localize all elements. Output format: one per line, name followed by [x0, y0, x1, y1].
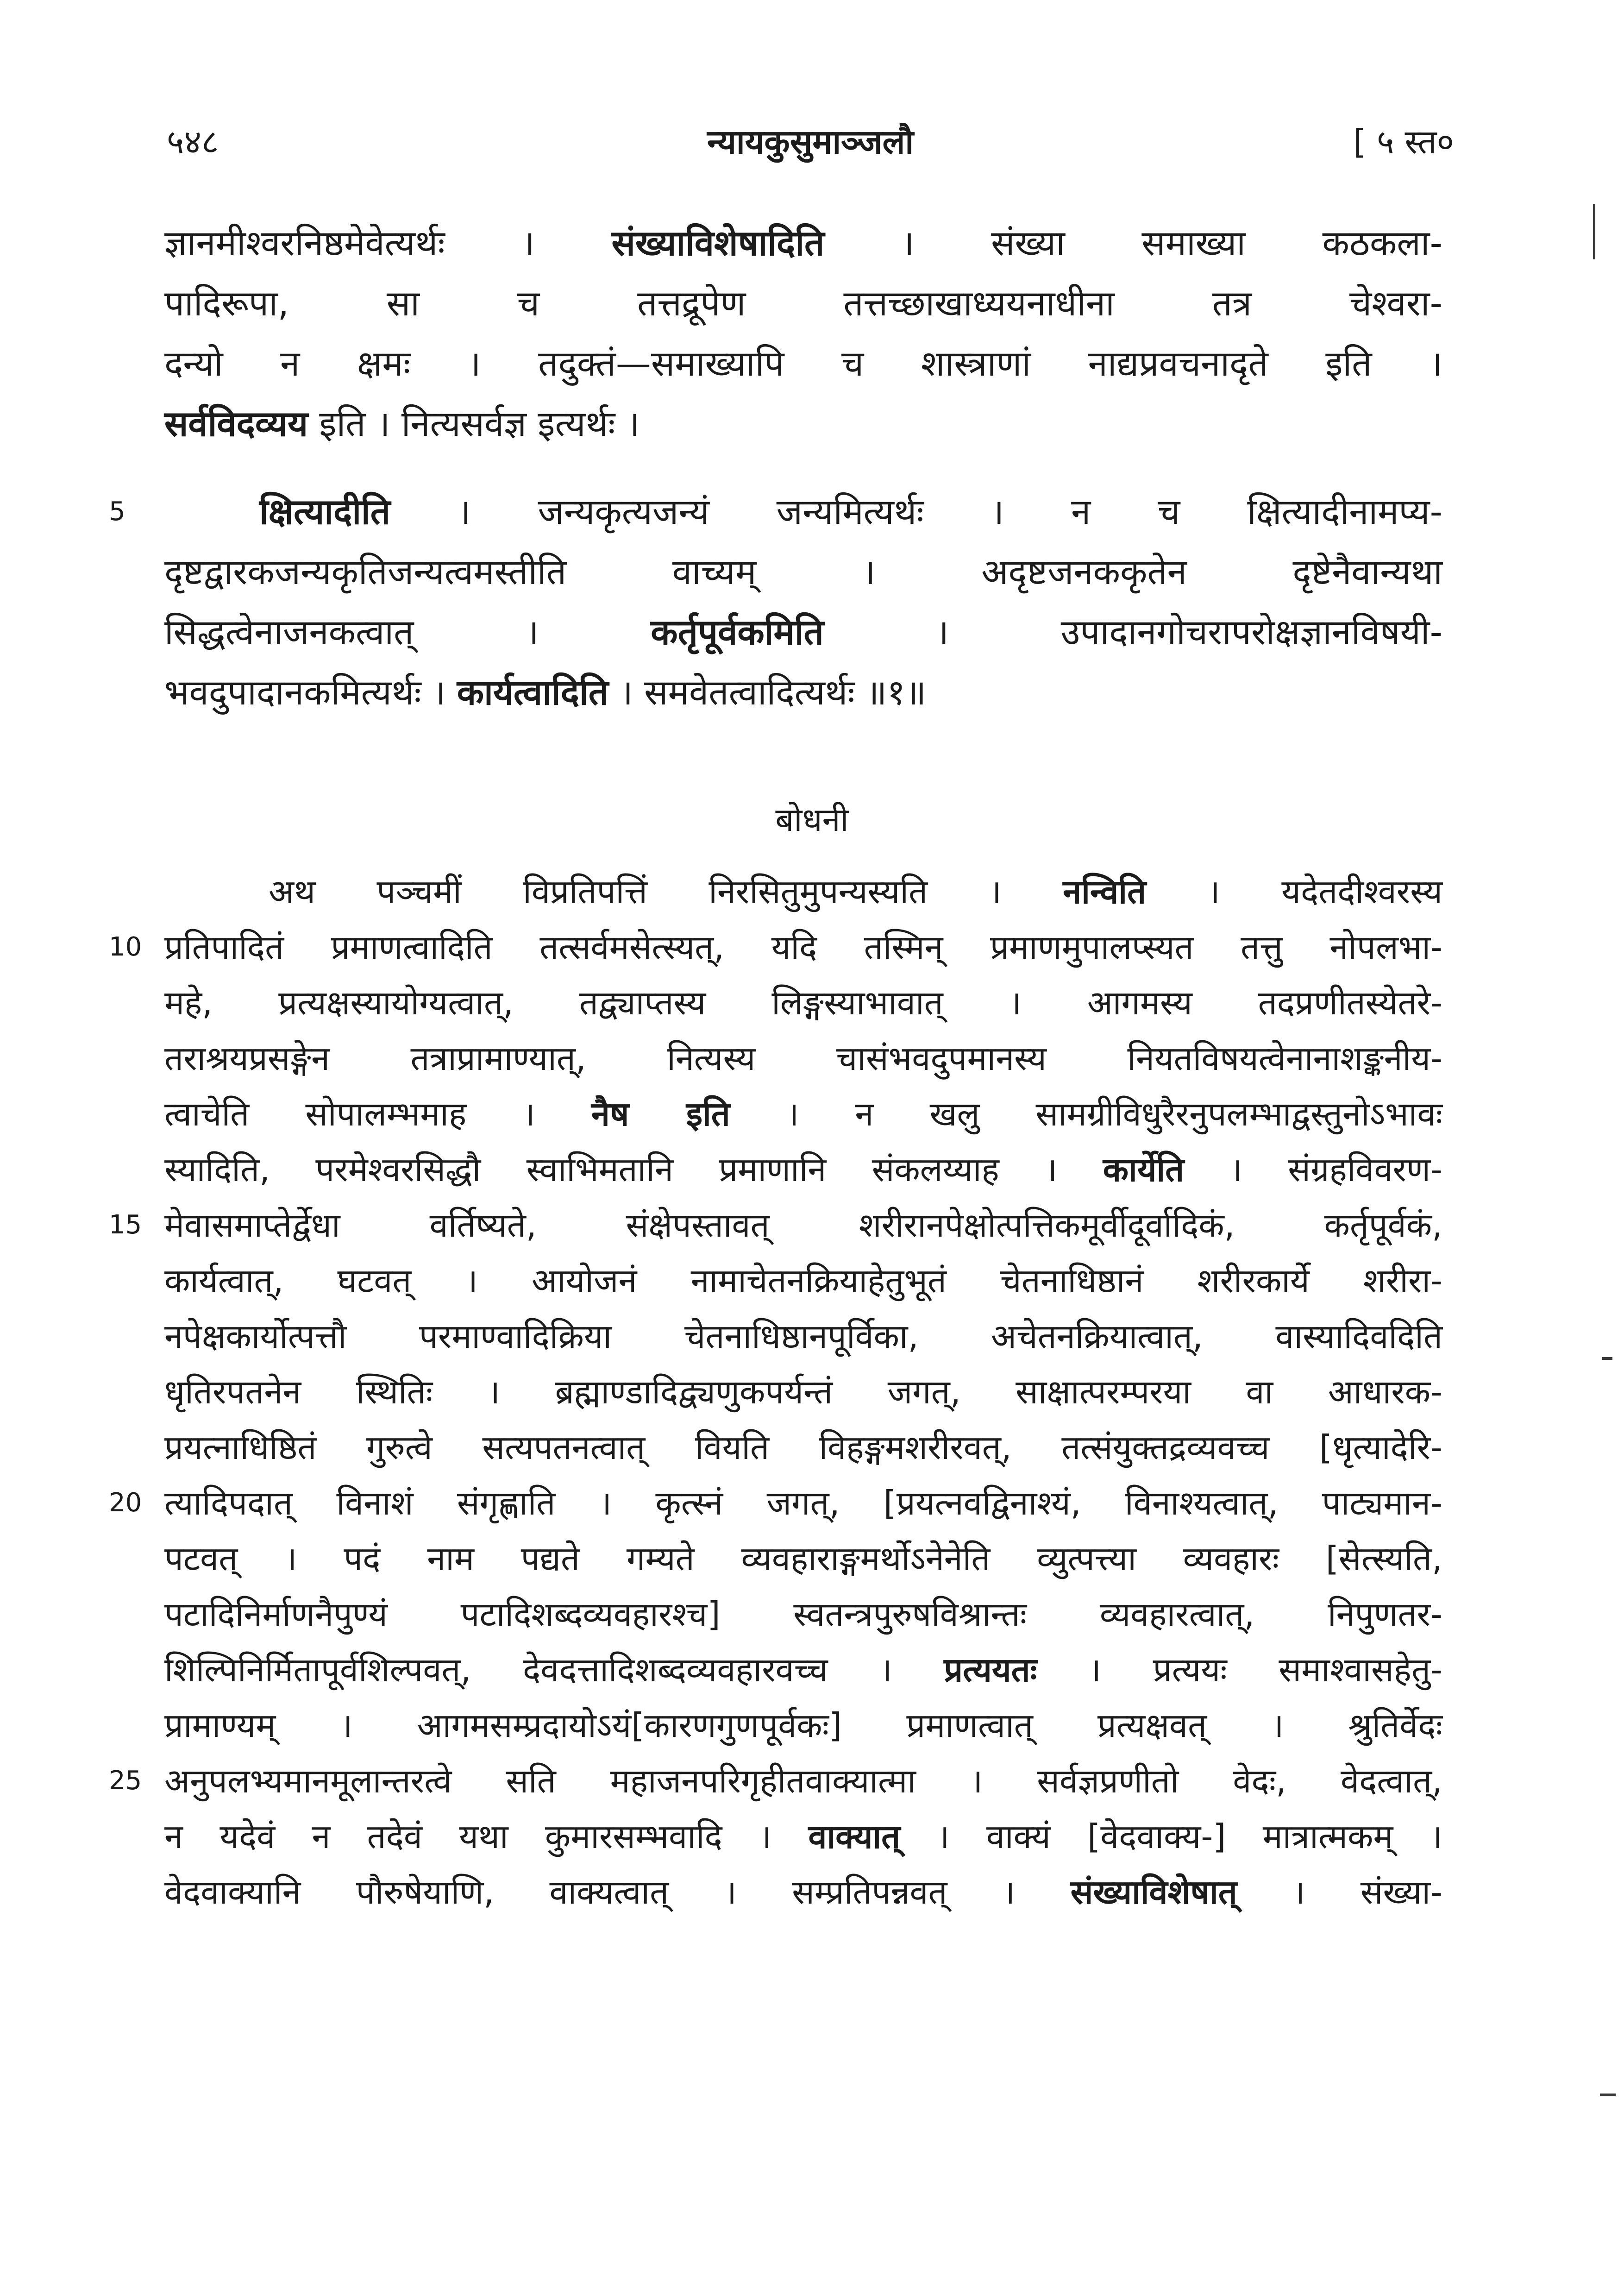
keyword: नैष इति	[591, 1094, 730, 1133]
line-number: 20	[109, 1488, 142, 1518]
commentary-line: प्रयत्नाधिष्ठितं गुरुत्वे सत्यपतनत्वात् वियति विहङ्गमशरीरवत्, तत्संयुक्तद्रव्यवच्च [धृत्यादेरि-	[164, 1428, 1442, 1467]
commentary-line: अथ पञ्चमीं विप्रतिपत्तिं निरसितुमुपन्यस्यति । नन्विति । यदेतदीश्वरस्य	[269, 872, 1442, 911]
commentary-line: त्वाचेति सोपालम्भमाह । नैष इति । न खलु सामग्रीविधुरैरनुपलम्भाद्वस्तुनोऽभावः	[164, 1094, 1442, 1133]
commentary-line: शिल्पिनिर्मितापूर्वशिल्पवत्, देवदत्तादिशब्दव्यवहारवच्च । प्रत्ययतः । प्रत्ययः समाश्वासहेतु-	[164, 1650, 1442, 1689]
section-title: बोधनी	[775, 801, 849, 839]
commentary-line: महे, प्रत्यक्षस्यायोग्यत्वात्, तद्व्याप्तस्य लिङ्गस्याभावात् । आगमस्य तदप्रणीतस्येतरे-	[164, 983, 1442, 1022]
commentary-line: अनुपलभ्यमानमूलान्तरत्वे सति महाजनपरिगृहीतवाक्यात्मा । सर्वज्ञप्रणीतो वेदः, वेदत्वात्,	[164, 1761, 1442, 1800]
keyword: कार्येति	[1103, 1150, 1185, 1189]
line-number: 25	[109, 1766, 142, 1796]
text-line: पादिरूपा, सा च तत्तद्रूपेण तत्तच्छाखाध्ययनाधीना तत्र चेश्वरा-	[164, 283, 1442, 324]
commentary-line: कार्यत्वात्, घटवत् । आयोजनं नामाचेतनक्रियाहेतुभूतं चेतनाधिष्ठानं शरीरकार्ये शरीरा-	[164, 1261, 1442, 1300]
keyword: कर्तृपूर्वकमिति	[651, 611, 824, 653]
commentary-line: धृतिरपतनेन स्थितिः । ब्रह्माण्डादिद्व्यणुकपर्यन्तं जगत्, साक्षात्परम्परया वा आधारक-	[164, 1372, 1442, 1411]
keyword: संख्याविशेषात्	[1070, 1873, 1237, 1911]
keyword: क्षित्यादीति	[259, 491, 391, 532]
scan-artifact	[1600, 2094, 1616, 2096]
scan-artifact	[1602, 1357, 1612, 1360]
text-line: ज्ञानमीश्वरनिष्ठमेवेत्यर्थः । संख्याविशेषादिति । संख्या समाख्या कठकला-	[164, 222, 1442, 264]
text-line: दृष्टद्वारकजन्यकृतिजन्यत्वमस्तीति वाच्यम् । अदृष्टजनककृतेन दृष्टेनैवान्यथा	[164, 551, 1442, 592]
commentary-line: नपेक्षकार्योत्पत्तौ परमाण्वादिक्रिया चेतनाधिष्ठानपूर्विका, अचेतनक्रियात्वात्, वास्यादिवदिति	[164, 1317, 1442, 1356]
commentary-line: मेवासमाप्तेर्द्वेधा वर्तिष्यते, संक्षेपस्तावत् शरीरानपेक्षोत्पत्तिकमूर्वीदूर्वादिकं, कर्तृपूर्वकं,	[164, 1206, 1442, 1245]
page-number: ५४८	[167, 122, 219, 161]
running-title: न्यायकुसुमाञ्जलौ	[707, 122, 914, 161]
keyword: सर्वविदव्यय	[164, 403, 308, 444]
line-number: 5	[109, 497, 125, 527]
line-number: 10	[109, 932, 142, 962]
text-line: क्षित्यादीति । जन्यकृत्यजन्यं जन्यमित्यर्थः । न च क्षित्यादीनामप्य-	[259, 491, 1442, 532]
commentary-line: स्यादिति, परमेश्वरसिद्धौ स्वाभिमतानि प्रमाणानि संकलय्याह । कार्येति । संग्रहविवरण-	[164, 1150, 1442, 1189]
page-header	[167, 118, 1454, 174]
scan-artifact	[1593, 204, 1595, 259]
keyword: वाक्यात्	[808, 1817, 901, 1856]
line-number: 15	[109, 1210, 142, 1240]
text-line: सर्वविदव्यय इति । नित्यसर्वज्ञ इत्यर्थः ।	[164, 403, 640, 444]
keyword: संख्याविशेषादिति	[611, 222, 825, 264]
commentary-line: प्रतिपादितं प्रमाणत्वादिति तत्सर्वमसेत्स्यत्, यदि तस्मिन् प्रमाणमुपालप्स्यत तत्तु नोपलभा-	[164, 928, 1442, 967]
text-line: दन्यो न क्षमः । तदुक्तं—समाख्यापि च शास्त्राणां नाद्यप्रवचनादृते इति ।	[164, 343, 1442, 384]
text-line: सिद्धत्वेनाजनकत्वात् । कर्तृपूर्वकमिति । उपादानगोचरापरोक्षज्ञानविषयी-	[164, 611, 1442, 653]
commentary-line: त्यादिपदात् विनाशं संगृह्णाति । कृत्स्नं जगत्, [प्रयत्नवद्विनाश्यं, विनाश्यत्वात्, पाट्यमान-	[164, 1484, 1442, 1522]
commentary-line: तराश्रयप्रसङ्गेन तत्राप्रामाण्यात्, नित्यस्य चासंभवदुपमानस्य नियतविषयत्वेनानाशङ्कनीय-	[164, 1039, 1442, 1078]
commentary-line: प्रामाण्यम् । आगमसम्प्रदायोऽयं[कारणगुणपूर्वकः] प्रमाणत्वात् प्रत्यक्षवत् । श्रुतिर्वेदः	[164, 1706, 1442, 1745]
commentary-line: न यदेवं न तदेवं यथा कुमारसम्भवादि । वाक्यात् । वाक्यं [वेदवाक्य-] मात्रात्मकम् ।	[164, 1817, 1442, 1856]
commentary-line: पटादिनिर्माणनैपुण्यं पटादिशब्दव्यवहारश्च] स्वतन्त्रपुरुषविश्रान्तः व्यवहारत्वात्, निपुणतर-	[164, 1595, 1442, 1634]
text-line: भवदुपादानकमित्यर्थः । कार्यत्वादिति । समवेतत्वादित्यर्थः ॥१॥	[164, 672, 927, 713]
section-marker: [ ५ स्त०	[1353, 122, 1454, 161]
keyword: नन्विति	[1063, 872, 1147, 911]
commentary-line: वेदवाक्यानि पौरुषेयाणि, वाक्यत्वात् । सम्प्रतिपन्नवत् । संख्याविशेषात् । संख्या-	[164, 1873, 1442, 1911]
keyword: कार्यत्वादिति	[457, 672, 609, 713]
commentary-line: पटवत् । पदं नाम पद्यते गम्यते व्यवहाराङ्गमर्थोऽनेनेति व्युत्पत्त्या व्यवहारः [सेत्स्यति,	[164, 1539, 1442, 1578]
keyword: प्रत्ययतः	[944, 1650, 1037, 1689]
